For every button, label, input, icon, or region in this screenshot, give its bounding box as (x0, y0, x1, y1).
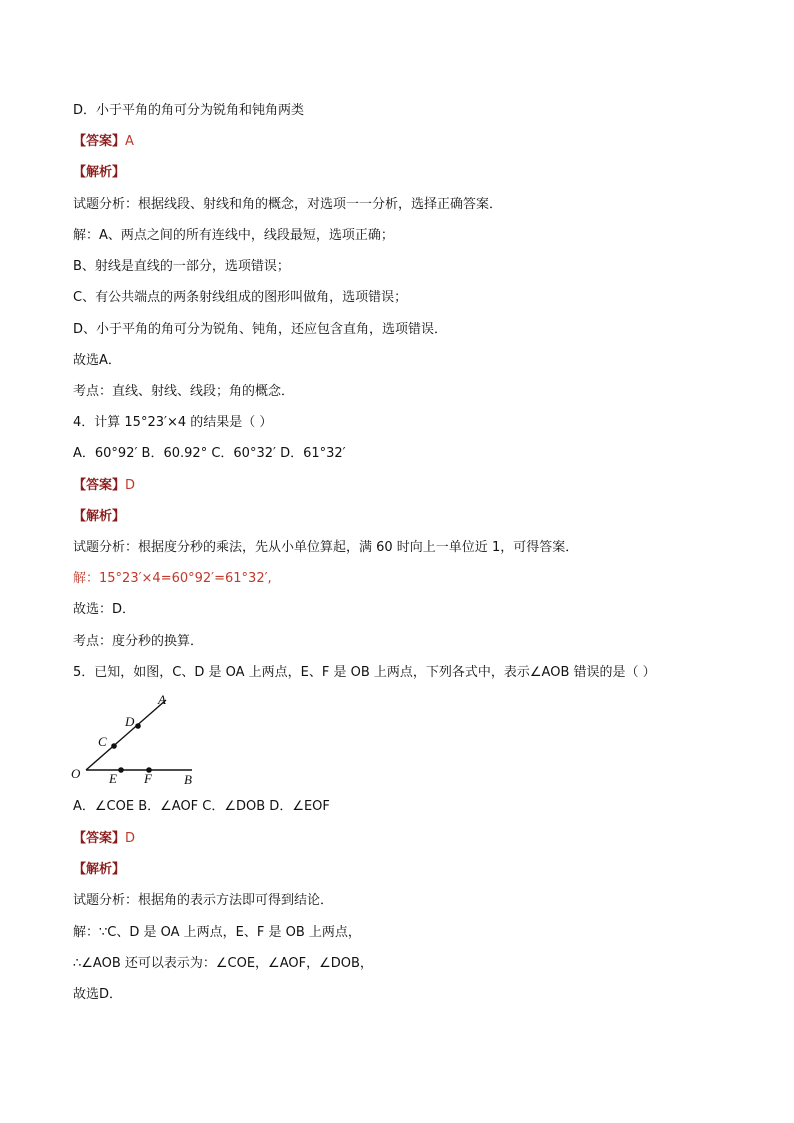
angle-figure (66, 690, 206, 786)
label-c: C (98, 734, 107, 749)
answer-q5 (73, 830, 135, 848)
label-a: A (158, 692, 166, 707)
answer-value: D (125, 831, 136, 846)
q3-solution-b: B、射线是直线的一部分，选项错误； (73, 259, 290, 274)
q4-analysis: 试题分析：根据度分秒的乘法，先从小单位算起，满 60 时向上一单位近 1，可得答案． (73, 540, 579, 555)
q3-analysis: 试题分析：根据线段、射线和角的概念，对选项一一分析，选择正确答案． (73, 197, 503, 212)
answer-value: D (125, 478, 136, 493)
q5-choose: 故选D． (73, 987, 123, 1002)
question-4-stem: 4．计算 15°23′×4 的结果是（ ） (73, 415, 273, 430)
option-d-previous: D．小于平角的角可分为锐角和钝角两类 (73, 103, 305, 118)
answer-q4 (73, 477, 135, 495)
q4-solution: 解：15°23′×4=60°92′=61°32′, (73, 571, 272, 586)
label-e: E (109, 771, 117, 786)
point-c (111, 743, 117, 749)
point-e (118, 767, 124, 773)
q5-analysis: 试题分析：根据角的表示方法即可得到结论． (73, 893, 334, 908)
point-d (135, 723, 141, 729)
q3-choose: 故选A． (73, 353, 121, 368)
q3-solution-a: 解：A、两点之间的所有连线中，线段最短，选项正确； (73, 228, 394, 243)
question-5-options: A．∠COE B．∠AOF C．∠DOB D．∠EOF (73, 799, 330, 814)
label-f: F (144, 771, 152, 786)
analysis-tag-q5: 【解析】 (73, 862, 126, 877)
answer-value: A (125, 134, 134, 149)
answer-q3 (73, 133, 134, 151)
q5-solution-1: 解：∵C、D 是 OA 上两点，E、F 是 OB 上两点， (73, 925, 361, 940)
q3-solution-d: D、小于平角的角可分为锐角、钝角，还应包含直角，选项错误． (73, 322, 448, 337)
question-4-options: A．60°92′ B．60.92° C．60°32′ D．61°32′ (73, 446, 346, 461)
label-b: B (184, 772, 192, 786)
analysis-tag-q4: 【解析】 (73, 509, 126, 524)
label-d: D (125, 714, 135, 729)
label-o: O (71, 766, 81, 781)
q4-knowledge-point: 考点：度分秒的换算． (73, 634, 204, 649)
answer-tag: 【答案】 (73, 831, 126, 846)
answer-tag: 【答案】 (73, 134, 126, 149)
q3-solution-c: C、有公共端点的两条射线组成的图形叫做角，选项错误； (73, 290, 408, 305)
analysis-tag-q3: 【解析】 (73, 165, 126, 180)
answer-tag: 【答案】 (73, 478, 126, 493)
q3-knowledge-point: 考点：直线、射线、线段；角的概念． (73, 384, 295, 399)
question-5-stem: 5．已知，如图，C、D 是 OA 上两点，E、F 是 OB 上两点，下列各式中，表示∠AOB 错误的是（ ） (73, 665, 656, 680)
q5-solution-2: ∴∠AOB 还可以表示为：∠COE，∠AOF，∠DOB， (73, 956, 373, 971)
q4-choose: 故选：D． (73, 602, 136, 617)
